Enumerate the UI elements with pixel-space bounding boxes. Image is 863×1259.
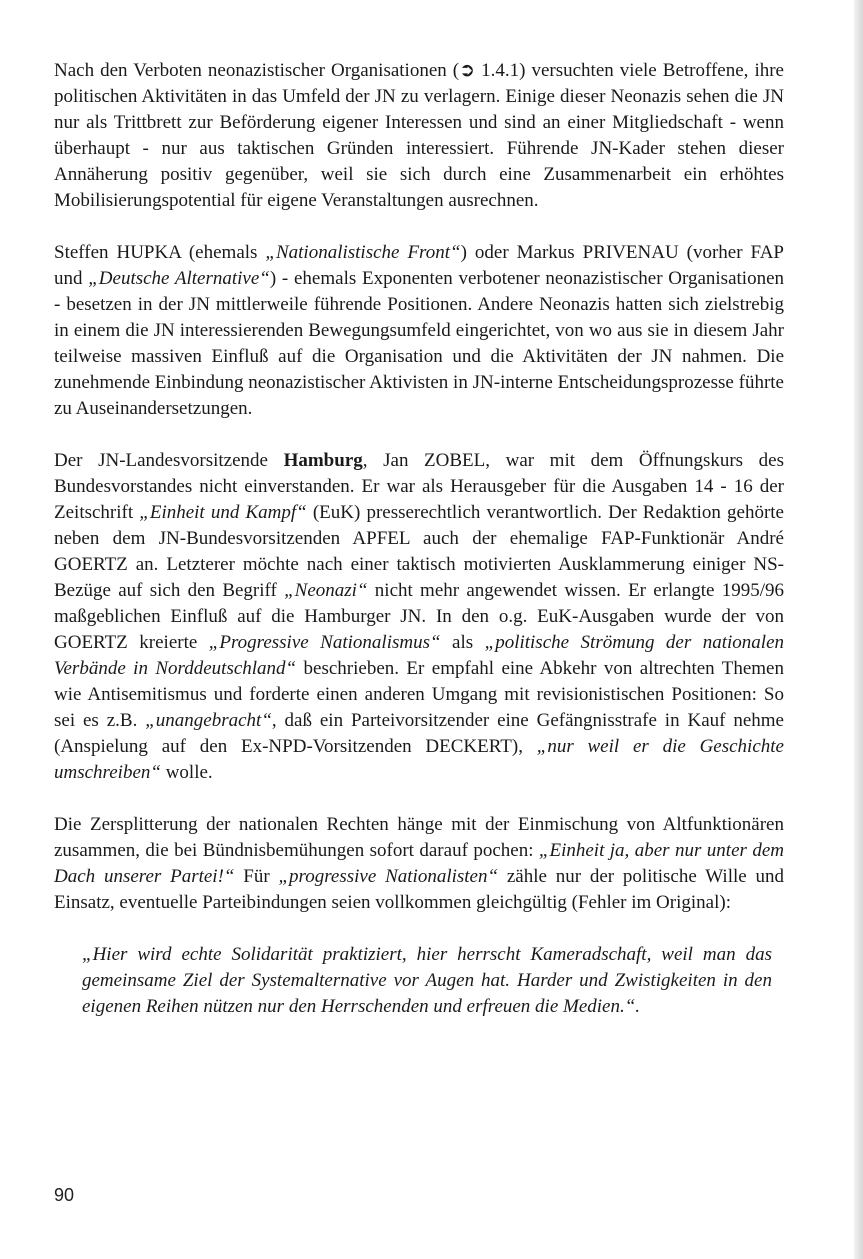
page-number: 90 [54, 1185, 75, 1205]
document-page [54, 58, 784, 1020]
page-edge-shadow [854, 0, 863, 1259]
block-quote: „Hier wird echte Solidarität praktiziert, hier herrscht Kameradschaft, weil man das gemeinsame Ziel der Systemalternative vor Augen hat. Harder und Zwistigkeiten in den eigenen Reihen nützen nur den Herrschenden und erfreuen die Medien.“. [82, 944, 772, 1017]
region-hamburg: Hamburg [283, 450, 363, 471]
paragraph-former-exponents: Steffen HUPKA (ehemals „Nationalistische Front“) oder Markus PRIVENAU (vorher FAP und „Deutsche Alternative“) - ehemals Exponenten verbotener neonazistischer Organisationen - besetzen in der JN mittlerweile führende Positionen. Andere Neonazis hatten sich zielstrebig in einem die JN interessierenden Bewegungsumfeld eingerichtet, von wo aus sie in diesem Jahr teilweise massiven Einfluß auf die Organisation und die Aktivitäten der JN nahmen. Die zunehmende Einbindung neonazistischer Aktivisten in JN-interne Entscheidungsprozesse führte zu Auseinandersetzungen. [54, 242, 784, 419]
paragraph-organisation-shift: Nach den Verboten neonazistischer Organisationen (➲ 1.4.1) versuchten viele Betroffene, ihre politischen Aktivitäten in das Umfeld der JN zu verlagern. Einige dieser Neonazis sehen die JN nur als Trittbrett zur Beförderung eigener Interessen und sind an einer Mitgliedschaft - wenn überhaupt - nur aus taktischen Gründen interessiert. Führende JN-Kader stehen dieser Annäherung positiv gegenüber, weil sie sich durch eine Zusammenarbeit ein erhöhtes Mobilisierungspotential für eigene Veranstaltungen ausrechnen. [54, 60, 784, 211]
paragraph-fragmentation: Die Zersplitterung der nationalen Rechten hänge mit der Einmischung von Altfunktionären zusammen, die bei Bündnisbemühungen sofort darauf pochen: „Einheit ja, aber nur unter dem Dach unserer Partei!“ Für „progressive Nationalisten“ zähle nur der politische Wille und Einsatz, eventuelle Parteibindungen seien vollkommen gleichgültig (Fehler im Original): [54, 814, 784, 913]
cross-reference-arrow-icon: ➲ [459, 60, 476, 81]
paragraph-hamburg-zobel: Der JN-Landesvorsitzende Hamburg, Jan ZOBEL, war mit dem Öffnungskurs des Bundesvorstandes nicht einverstanden. Er war als Herausgeber für die Ausgaben 14 - 16 der Zeitschrift „Einheit und Kampf“ (EuK) presserechtlich verantwortlich. Der Redaktion gehörte neben dem JN-Bundesvorsitzenden APFEL auch der ehemalige FAP-Funktionär André GOERTZ an. Letzterer möchte nach einer taktisch motivierten Ausklammerung einiger NS-Bezüge auf sich den Begriff „Neonazi“ nicht mehr angewendet wissen. Er erlangte 1995/96 maßgeblichen Einfluß auf die Hamburger JN. In den o.g. EuK-Ausgaben wurde der von GOERTZ kreierte „Progressive Nationalismus“ als „politische Strömung der nationalen Verbände in Norddeutschland“ beschrieben. Er empfahl eine Abkehr von altrechten Themen wie Antisemitismus und forderte einen anderen Umgang mit revisionistischen Positionen: So sei es z.B. „unangebracht“, daß ein Parteivorsitzender eine Gefängnisstrafe in Kauf nehme (Anspielung auf den Ex-NPD-Vorsitzenden DECKERT), „nur weil er die Geschichte umschreiben“ wolle. [54, 450, 785, 783]
